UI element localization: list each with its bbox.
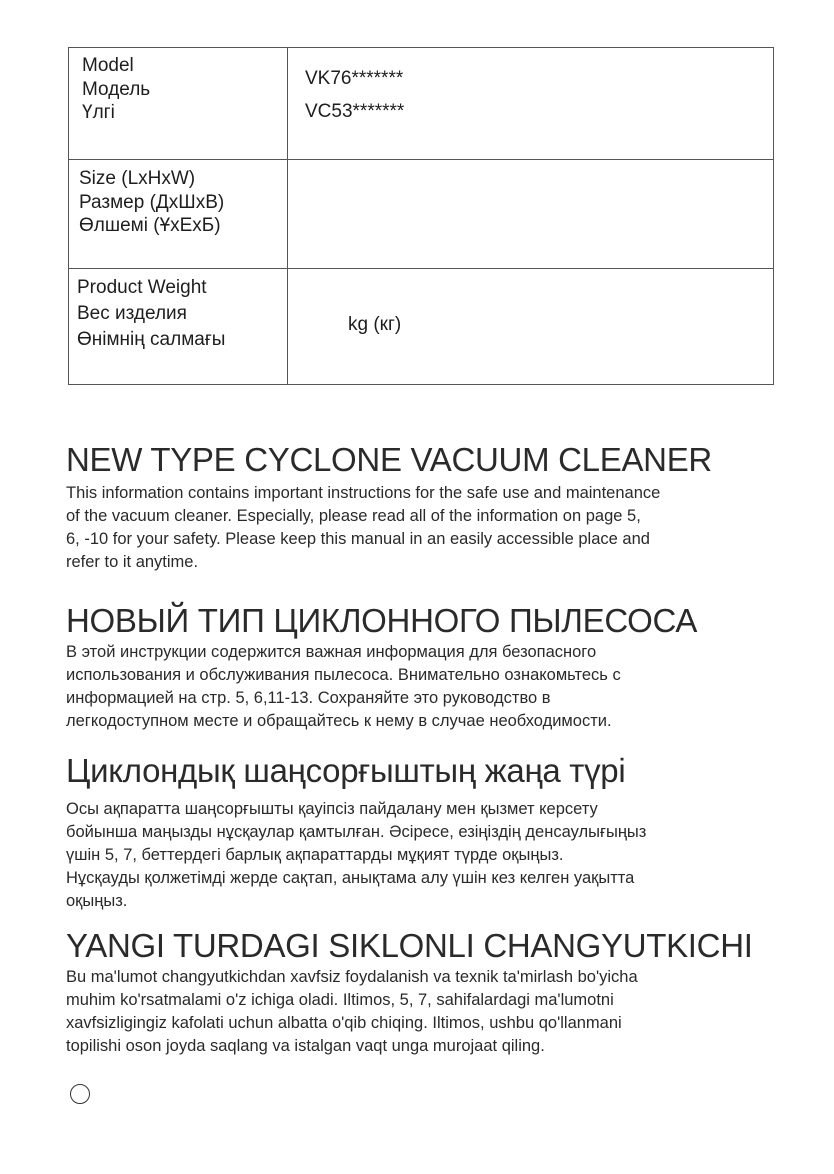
section-heading: NEW TYPE CYCLONE VACUUM CLEANER	[66, 441, 712, 478]
section-english	[66, 441, 786, 574]
section-text: Осы ақпаратта шаңсорғышты қауіпсіз пайдалану мен қызмет керсету бойынша маңызды нұсқаулар қамтылған. Әсіресе, езіңіздің денсаулығыңыз үшін 5, 7, беттердегі барлық ақпараттарды мұқият түрде оқыңыз. Нұсқауды қолжетімді жерде сақтап, анықтама алу үшін кез келген уақытта оқыңыз.	[66, 800, 647, 910]
section-text: This information contains important instructions for the safe use and maintenance of the vacuum cleaner. Especially, please read all of the information on page 5, 6, -10 for your safety. Please keep this manual in an easily accessible place and refer to it anytime.	[66, 484, 661, 571]
model-value-1: VK76*******	[305, 68, 404, 89]
table-row-divider	[69, 159, 773, 160]
section-text: В этой инструкции содержится важная информация для безопасного использования и обслуживания пылесоса. Внимательно ознакомьтесь с информацией на стр. 5, 6,11-13. Сохраняйте это руководство в легкодоступном месте и обращайтесь к нему в случае необходимости.	[66, 643, 621, 730]
section-russian	[66, 602, 786, 733]
model-value-2: VC53*******	[305, 101, 405, 122]
model-label: Model Модель Үлгі	[82, 55, 151, 123]
section-heading: НОВЫЙ ТИП ЦИКЛОННОГО ПЫЛЕСОСА	[66, 602, 698, 639]
weight-value: kg (кг)	[348, 314, 402, 335]
table-row-divider	[69, 268, 773, 269]
spec-table	[68, 47, 774, 385]
size-label: Size (LxHxW) Размер (ДхШхВ) Өлшемі (ҰхЕхБ)	[79, 168, 225, 236]
weight-label: Product Weight Вес изделия Өнімнің салмағы	[77, 277, 226, 350]
section-heading: YANGI TURDAGI SIKLONLI CHANGYUTKICHI	[66, 927, 753, 964]
section-uzbek	[66, 927, 786, 1058]
section-kazakh	[66, 752, 786, 913]
section-text: Bu ma'lumot changyutkichdan xavfsiz foydalanish va texnik ta'mirlash bo'yicha muhim ko'rsatmalami o'z ichiga oladi. Iltimos, 5, 7, sahifalardagi ma'lumotni xavfsizligingiz kafolati uchun albatta o'qib chiqing. Iltimos, ushbu qo'llanmani topilishi oson joyda saqlang va istalgan vaqt unga murojaat qiling.	[66, 968, 638, 1055]
section-heading: Циклондық шаңсорғыштың жаңа түрі	[66, 752, 626, 789]
page-number-circle-icon	[70, 1084, 90, 1104]
table-column-divider	[287, 48, 288, 384]
